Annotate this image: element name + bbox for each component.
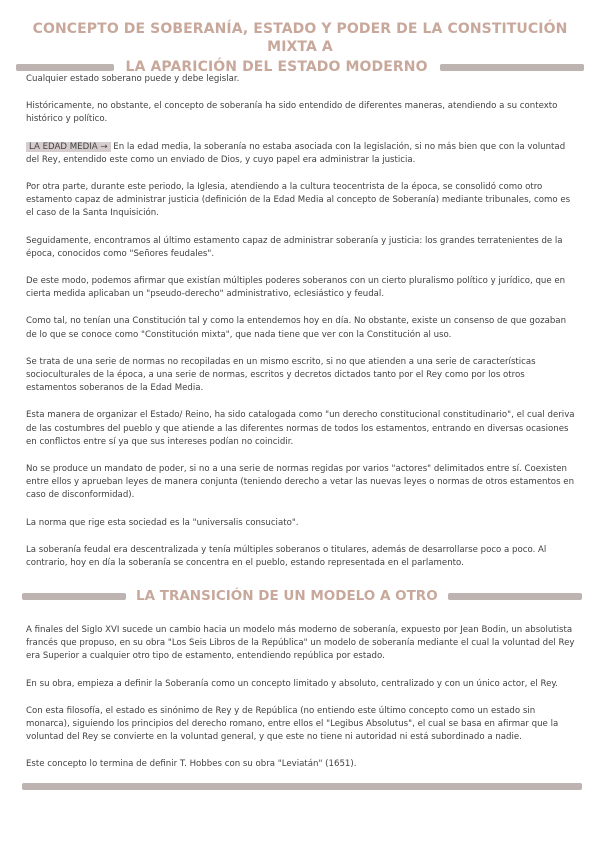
paragraph-text: En la edad media, la soberanía no estaba asociada con la legislación, si no más bien que con la voluntad del Rey, entendido este como un enviado de Dios, y cuyo papel era administrar la justicia. xyxy=(26,141,566,165)
heading-bar-right xyxy=(448,593,582,600)
paragraph: Esta manera de organizar el Estado/ Reino, ha sido catalogada como "un derecho constitucional constitudinario", el cual deriva de las costumbres del pueblo y que atiende a las diferentes normas de todos los estamentos, entrando en diversas ocasiones en conflictos entre sí ya que sus intereses podían no coincidir. xyxy=(26,410,575,447)
paragraph: Históricamente, no obstante, el concepto de soberanía ha sido entendido de diferentes maneras, atendiendo a su contexto histórico y político. xyxy=(26,101,558,125)
document-title xyxy=(16,20,584,76)
paragraph: Este concepto lo termina de definir T. Hobbes con su obra "Leviatán" (1651). xyxy=(26,759,357,770)
paragraph: La norma que rige esta sociedad es la "universalis consuciato". xyxy=(26,517,299,528)
paragraph: Como tal, no tenían una Constitución tal y como la entendemos hoy en día. No obstante, existe un consenso de que gozaban de lo que se conoce como "Constitución mixta", que nada tiene que ver con la Constitución al uso. xyxy=(26,316,567,340)
paragraph: La soberanía feudal era descentralizada y tenía múltiples soberanos o titulares, además de desarrollarse poco a poco. Al contrario, hoy en día la soberanía se concentra en el pueblo, estando representada en el parlamento. xyxy=(26,544,547,569)
paragraph: No se produce un mandato de poder, si no a una serie de normas regidas por varios "actores" delimitados entre sí. Coexisten entre ellos y aprueban leyes de manera conjunta (teniendo derecho a vetar las nuevas leyes o normas de otros estamentos en caso de disconformidad). xyxy=(26,464,575,501)
paragraph: Por otra parte, durante este periodo, la Iglesia, atendiendo a la cultura teocentrista de la época, se consolidó como otro estamento capaz de administrar justicia (definición de la Edad Media al concepto de Soberanía) mediante tribunales, como es el caso de la Santa Inquisición. xyxy=(26,182,571,219)
edad-media-tag: LA EDAD MEDIA → xyxy=(26,142,111,152)
section-2-body xyxy=(26,624,576,786)
title-line-2: LA APARICIÓN DEL ESTADO MODERNO xyxy=(125,59,428,75)
section-2-title: LA TRANSICIÓN DE UN MODELO A OTRO xyxy=(136,588,438,604)
paragraph: En su obra, empieza a definir la Soberanía como un concepto limitado y absoluto, centralizado y con un único actor, el Rey. xyxy=(26,678,559,689)
footer-divider xyxy=(22,783,582,790)
section-1-body xyxy=(26,73,576,584)
title-bar-left xyxy=(16,64,114,71)
paragraph: Seguidamente, encontramos al último estamento capaz de administrar soberanía y justicia: los grandes terratenientes de la época, conocidos como "Señores feudales". xyxy=(26,235,563,259)
paragraph: A finales del Siglo XVI sucede un cambio hacia un modelo más moderno de soberanía, expuesto por Jean Bodin, un absolutista francés que propuso, en su obra "Los Seis Libros de la República" un modelo de soberanía mediante el cual la voluntad del Rey era Superior a cualquier otro tipo de estamento, entendiendo república por estado. xyxy=(26,625,575,662)
title-bar-right xyxy=(440,64,584,71)
title-line-1: CONCEPTO DE SOBERANÍA, ESTADO Y PODER DE LA CONSTITUCIÓN MIXTA A xyxy=(32,21,568,55)
heading-bar-left xyxy=(22,593,126,600)
section-2-heading xyxy=(22,588,582,604)
paragraph: Cualquier estado soberano puede y debe legislar. xyxy=(26,74,240,84)
paragraph: Con esta filosofía, el estado es sinónimo de Rey y de República (no entiendo este último concepto como un estado sin monarca), siguiendo los principios del derecho romano, entre ellos el "Legibus Absolutus", el cual se basa en afirmar que la voluntad del Rey se convierte en la voluntad general, y que este no tiene ni autoridad ni está subordinado a nadie. xyxy=(26,705,559,743)
paragraph: De este modo, podemos afirmar que existían múltiples poderes soberanos con un cierto pluralismo político y jurídico, que en cierta medida aplicaban un "pseudo-derecho" administrativo, eclesiástico y feudal. xyxy=(26,276,566,300)
paragraph: Se trata de una serie de normas no recopiladas en un mismo escrito, si no que atienden a una serie de características socioculturales de la época, a una serie de normas, escritos y decretos dictados tanto por el Rey como por los otros estamentos soberanos de la Edad Media. xyxy=(26,356,536,394)
paragraph-edad-media xyxy=(26,141,576,167)
